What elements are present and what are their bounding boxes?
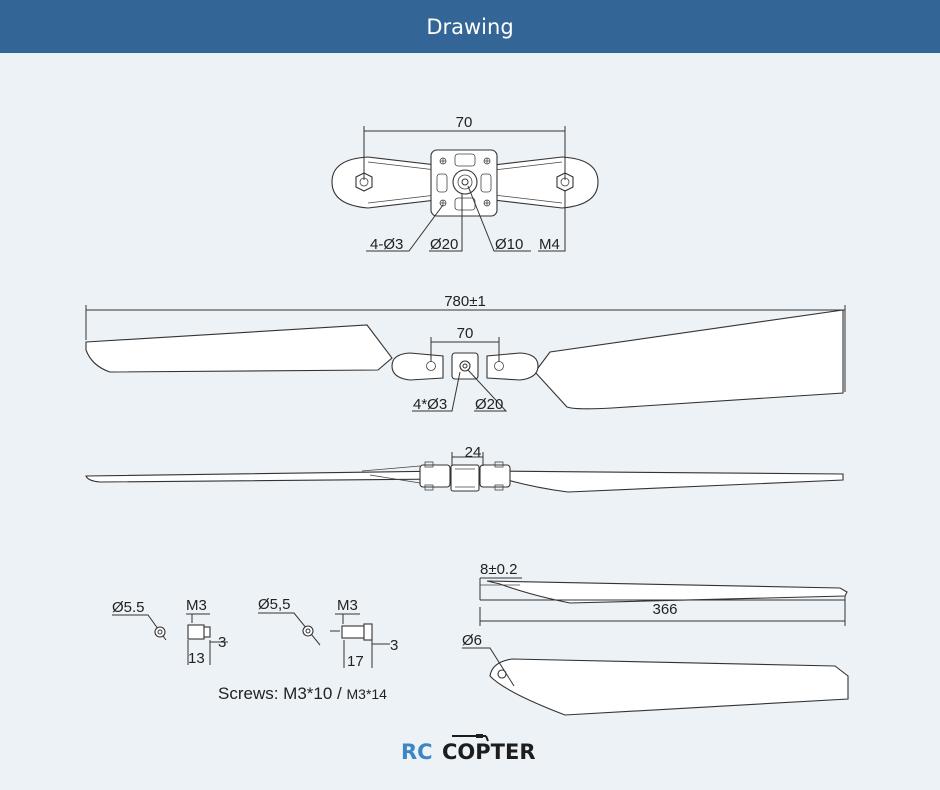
screw-a-length: 13 bbox=[188, 650, 205, 667]
screw-b-drawing bbox=[258, 596, 398, 670]
propeller-side-view bbox=[86, 444, 843, 492]
top-thread: M4 bbox=[539, 236, 560, 253]
top-center-dia: Ø10 bbox=[495, 236, 524, 253]
screws-caption bbox=[218, 684, 387, 703]
top-hub-dia: Ø20 bbox=[430, 236, 459, 253]
blade-root-dim: 8±0.2 bbox=[480, 561, 518, 578]
screw-b-head-h: 3 bbox=[390, 637, 399, 654]
screw-b-head-dia: Ø5,5 bbox=[258, 596, 291, 613]
hub-top-view bbox=[332, 114, 598, 253]
full-span-dim: 70 bbox=[456, 325, 474, 342]
screw-b-thread: M3 bbox=[337, 597, 358, 614]
blade-length-dim: 366 bbox=[652, 601, 678, 618]
technical-drawing bbox=[0, 53, 940, 785]
drawing-canvas bbox=[0, 53, 940, 785]
side-hub-height: 24 bbox=[464, 444, 482, 461]
page-title: Drawing bbox=[426, 14, 514, 39]
propeller-full-view bbox=[86, 293, 845, 413]
blade-hole-dim: Ø6 bbox=[462, 632, 483, 649]
blade-top-view bbox=[462, 632, 848, 715]
screw-a-drawing bbox=[112, 597, 228, 667]
screw-b-length: 17 bbox=[347, 653, 364, 670]
full-length-dim: 780±1 bbox=[444, 293, 486, 310]
screw-a-thread: M3 bbox=[186, 597, 207, 614]
screws-sep: / bbox=[332, 684, 347, 703]
screws-label: Screws: M3*10 bbox=[218, 684, 333, 703]
full-hub-dia: Ø20 bbox=[475, 396, 504, 413]
logo-rc: RC bbox=[401, 740, 433, 764]
header-bar bbox=[0, 0, 940, 53]
full-bolt-holes: 4*Ø3 bbox=[413, 396, 448, 413]
logo-copter: COPTER bbox=[442, 740, 536, 764]
screw-a-head-dia: Ø5.5 bbox=[112, 599, 145, 616]
screws-alt: M3*14 bbox=[346, 686, 387, 702]
blade-side-view bbox=[480, 561, 847, 626]
rccopter-logo bbox=[401, 734, 536, 764]
top-span-dim: 70 bbox=[455, 114, 473, 131]
top-bolt-holes: 4-Ø3 bbox=[370, 236, 404, 253]
screw-a-head-h: 3 bbox=[218, 634, 227, 651]
